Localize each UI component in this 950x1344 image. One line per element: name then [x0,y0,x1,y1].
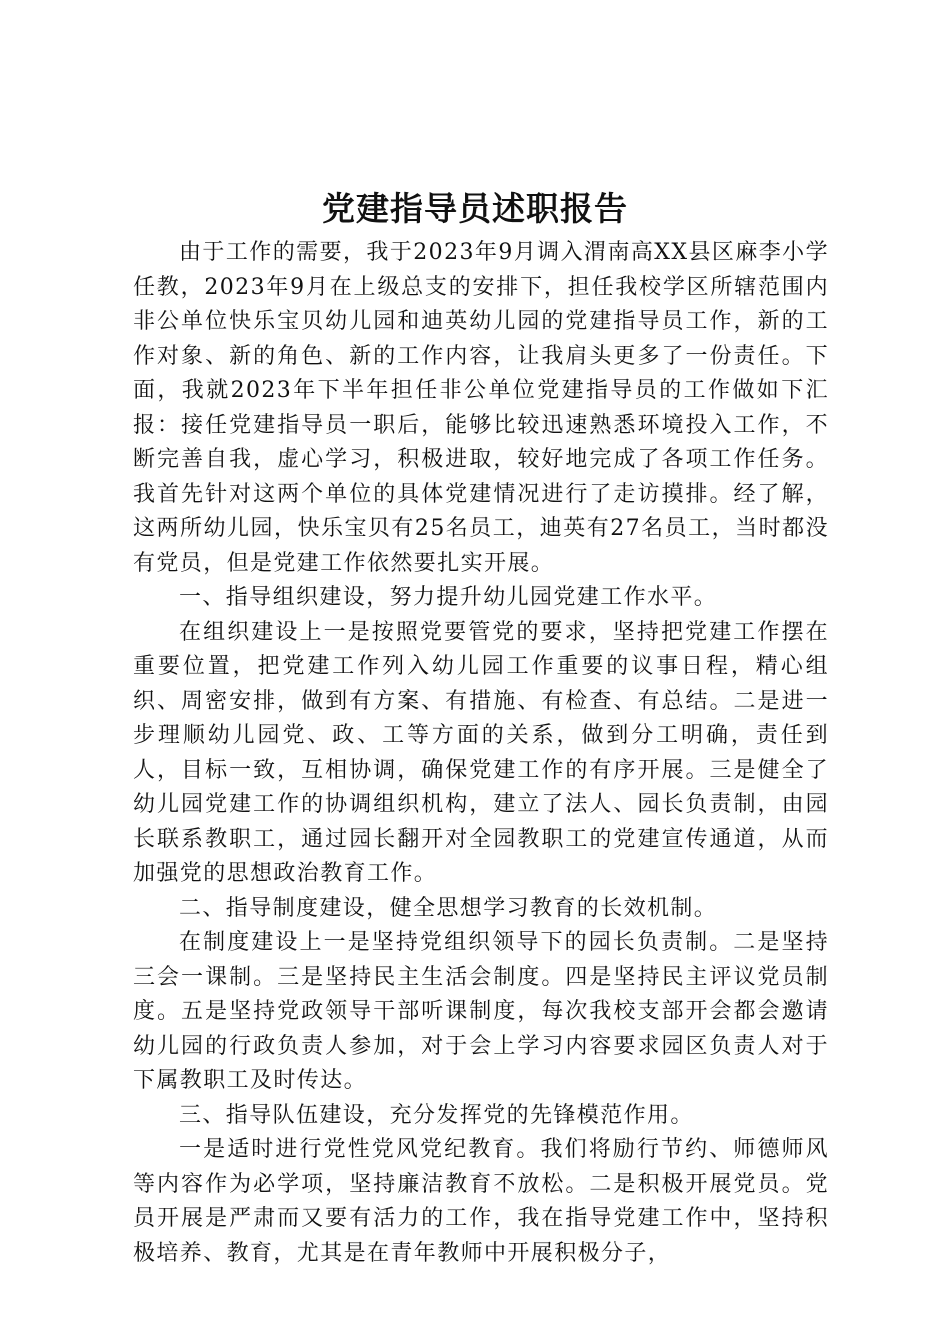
section-heading-1: 一、指导组织建设，努力提升幼儿园党建工作水平。 [179,585,718,610]
section-heading-3: 三、指导队伍建设，充分发挥党的先锋模范作用。 [179,1102,694,1128]
document-body [133,236,829,1271]
document-title: 党建指导员述职报告 [322,189,628,228]
section-paragraph-2: 在制度建设上一是坚持党组织领导下的园长负责制。二是坚持三会一课制。三是坚持民主生活会制度。四是坚持民主评议党员制度。五是坚持党政领导干部听课制度，每次我校支部开会都会邀请幼儿园的行政负责人参加，对于会上学习内容要求园区负责人对于下属教职工及时传达。 [133,930,829,1093]
section-heading-2: 二、指导制度建设，健全思想学习教育的长效机制。 [179,895,718,921]
section-paragraph-1: 在组织建设上一是按照党要管党的要求，坚持把党建工作摆在重要位置，把党建工作列入幼儿园工作重要的议事日程，精心组织、周密安排，做到有方案、有措施、有检查、有总结。二是进一步理顺幼儿园党、政、工等方面的关系，做到分工明确，责任到人，目标一致，互相协调，确保党建工作的有序开展。三是健全了幼儿园党建工作的协调组织机构，建立了法人、园长负责制，由园长联系教职工，通过园长翻开对全园教职工的党建宣传通道，从而加强党的思想政治教育工作。 [133,619,829,886]
intro-paragraph: 由于工作的需要，我于2023年9月调入渭南高XX县区麻李小学任教，2023年9月在上级总支的安排下，担任我校学区所辖范围内非公单位快乐宝贝幼儿园和迪英幼儿园的党建指导员工作，新的工作对象、新的角色、新的工作内容，让我肩头更多了一份责任。下面，我就2023年下半年担任非公单位党建指导员的工作做如下汇报：接任党建指导员一职后，能够比较迅速熟悉环境投入工作，不断完善自我，虚心学习，积极进取，较好地完成了各项工作任务。我首先针对这两个单位的具体党建情况进行了走访摸排。经了解，这两所幼儿园，快乐宝贝有25名员工，迪英有27名员工，当时都没有党员，但是党建工作依然要扎实开展。 [133,240,829,576]
section-paragraph-3: 一是适时进行党性党风党纪教育。我们将励行节约、师德师风等内容作为必学项，坚持廉洁教育不放松。二是积极开展党员。党员开展是严肃而又要有活力的工作，我在指导党建工作中，坚持积极培养、教育，尤其是在青年教师中开展积极分子， [133,1137,829,1266]
